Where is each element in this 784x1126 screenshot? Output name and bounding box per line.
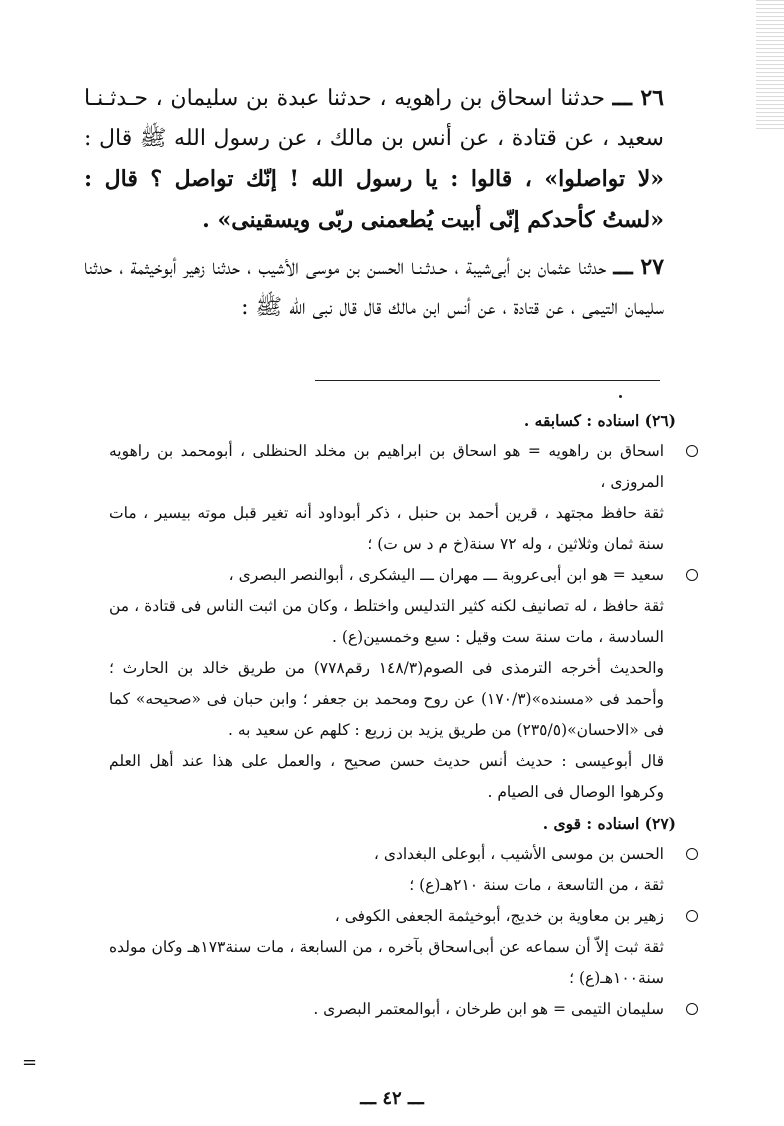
note-26-heading: (٢٦) اسناده : كسابقه . [523, 411, 676, 430]
hadith-27-line-1: حدثنا عثمان بن أبى‌شيبة ، حـدثـنـا الحسن بن موسى الأشيب ، [247, 255, 607, 280]
note-27-narrator-3 [109, 994, 664, 1025]
hadith-26-line-4: «لستُ كأحدكم إنّى أبيت يُطعمنى ربّى ويسقينى» . [202, 207, 664, 233]
note-26-narrator-2 [109, 560, 664, 653]
margin-mark: = [22, 1052, 38, 1073]
narrator-name: الحسن بن موسى الأشيب ، أبوعلى البغدادى ، [373, 845, 664, 863]
narrator-name: سليمان التيمى = هو ابن طرخان ، أبوالمعتمر البصرى . [313, 1000, 664, 1018]
footnotes [109, 405, 676, 1025]
hadith-number-27: ٢٧ ـــ [613, 254, 665, 280]
hadith-26 [84, 78, 664, 241]
circle-bullet-icon [686, 569, 698, 581]
hadith-26-line-3: «لا تواصلوا» ، قالوا : يا رسول الله ! إنّك تواصل ؟ قال : [84, 166, 664, 192]
note-27-heading: (٢٧) اسناده : قوى . [542, 814, 676, 833]
hadith-27 [84, 247, 664, 328]
narrator-name: سعيد = هو ابن أبى‌عروبة ـــ مهران ـــ اليشكرى ، أبوالنصر البصرى ، [228, 566, 664, 584]
narrator-name: زهير بن معاوية بن خديج، أبوخيثمة الجعفى الكوفى ، [334, 907, 664, 925]
narrator-name: اسحاق بن راهويه = هو اسحاق بن ابراهيم بن مخلد الحنظلى ، أبومحمد بن راهويه المروزى ، [109, 442, 664, 491]
note-26-takhrij: والحديث أخرجه الترمذى فى الصوم(١٤٨/٣ رقم٧٧٨) من طريق خالد بن الحارث ؛ وأحمد فى «مسنده»(١٧٠/٣) عن روح ومحمد بن جعفر ؛ وابن حبان فى «صحيحه» كما فى «الاحسان»(٢٣٥/٥) من طريق يزيد بن زريع : كلهم عن سعيد به . [109, 659, 664, 739]
narrator-grading: ثقة حافظ ، له تصانيف لكنه كثير التدليس واختلط ، وكان من اثبت الناس فى قتادة ، من السادسة ، مات سنة ست وقيل : سبع وخمسين(ع) . [109, 597, 664, 646]
note-26-abu-isa: قال أبوعيسى : حديث أنس حديث حسن صحيح ، والعمل على هذا عند أهل العلم وكرهوا الوصال فى الصيام . [109, 752, 664, 801]
hadith-27-line-3: ابن مالك قال قال نبى الله ﷺ : [241, 295, 441, 320]
note-26-narrator-1 [109, 436, 664, 560]
hadith-26-line-2: سعيد ، عن قتادة ، عن أنس بن مالك ، عن رسول الله ﷺ قال : [84, 126, 664, 151]
hadith-number-26: ٢٦ ـــ [612, 85, 664, 111]
circle-bullet-icon [686, 910, 698, 922]
hadith-26-line-1: حدثنا اسحاق بن راهويه ، حدثنا عبدة بن سليمان ، حـدثـنـا [84, 86, 605, 111]
scan-edge-artifact [756, 0, 784, 130]
circle-bullet-icon [686, 445, 698, 457]
circle-bullet-icon [686, 1003, 698, 1015]
divider-dot [619, 395, 622, 398]
footnote-divider [315, 380, 660, 381]
note-27-narrator-2 [109, 901, 664, 994]
hadith-27-line-2: حدثنا زهير أبوخيثمة ، حدثنا سليمان التيمى ، عن قتادة ، عن أنس [84, 255, 664, 320]
circle-bullet-icon [686, 848, 698, 860]
hadith-text [84, 78, 664, 334]
note-27-narrator-1 [109, 839, 664, 901]
page-number: ـــ ٤٢ ـــ [360, 1088, 424, 1109]
narrator-grading: ثقة ، من التاسعة ، مات سنة ٢١٠هـ(ع) ؛ [409, 876, 664, 894]
narrator-grading: ثقة حافظ مجتهد ، قرين أحمد بن حنبل ، ذكر أبوداود أنه تغير قبل موته بيسير ، مات سنة ثمان وثلاثين ، وله ٧٢ سنة(خ م د س ت) ؛ [109, 504, 664, 553]
narrator-grading: ثقة ثبت إلاّ أن سماعه عن أبى‌اسحاق بآخره ، من السابعة ، مات سنة١٧٣هـ وكان مولده سنة١٠٠هـ(ع) ؛ [109, 938, 664, 987]
